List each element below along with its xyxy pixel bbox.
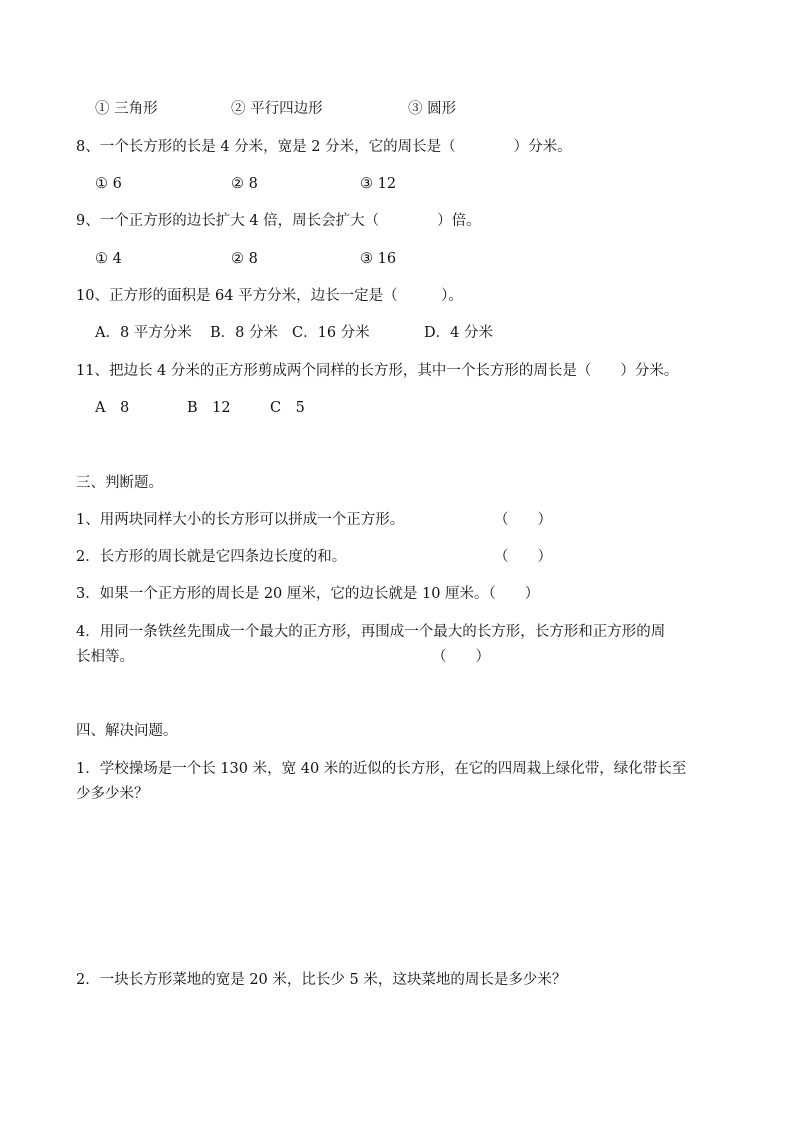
q10-option-a: A．8 平方分米 bbox=[95, 325, 192, 341]
judge-item-2: 2．长方形的周长就是它四条边长度的和。 bbox=[76, 549, 347, 565]
q10-option-c: C．16 分米 bbox=[292, 325, 370, 341]
question-11: 11、把边长 4 分米的正方形剪成两个同样的长方形，其中一个长方形的周长是（ ）分米。 bbox=[76, 363, 679, 379]
judge-item-3: 3．如果一个正方形的周长是 20 厘米，它的边长就是 10 厘米。（ ） bbox=[76, 586, 540, 602]
q7-option-3: ③ 圆形 bbox=[408, 101, 457, 117]
q8-option-2: ② 8 bbox=[231, 176, 258, 192]
judge-item-1: 1、用两块同样大小的长方形可以拼成一个正方形。 bbox=[76, 512, 405, 528]
q11-option-b: B 12 bbox=[187, 400, 231, 416]
q7-option-1: ① 三角形 bbox=[95, 101, 158, 117]
judge-item-4-line-1: 4．用同一条铁丝先围成一个最大的正方形，再围成一个最大的长方形，长方形和正方形的周 bbox=[76, 624, 666, 640]
question-9: 9、一个正方形的边长扩大 4 倍，周长会扩大（ ）倍。 bbox=[76, 213, 481, 229]
judge-item-4-paren: （ ） bbox=[432, 649, 490, 665]
q7-option-2: ② 平行四边形 bbox=[231, 101, 323, 117]
q9-option-2: ② 8 bbox=[231, 251, 258, 267]
q9-option-3: ③ 16 bbox=[360, 251, 397, 267]
q11-option-c: C 5 bbox=[270, 400, 305, 416]
problem-2: 2．一块长方形菜地的宽是 20 米，比长少 5 米，这块菜地的周长是多少米？ bbox=[76, 972, 567, 988]
q8-option-3: ③ 12 bbox=[360, 176, 397, 192]
judge-item-1-paren: （ ） bbox=[494, 512, 552, 528]
q10-option-b: B．8 分米 bbox=[210, 325, 278, 341]
section-4-title: 四、解决问题。 bbox=[76, 723, 178, 739]
problem-1-line-1: 1．学校操场是一个长 130 米，宽 40 米的近似的长方形，在它的四周栽上绿化带，绿化带长至 bbox=[76, 761, 687, 777]
problem-1-line-2: 少多少米？ bbox=[76, 786, 149, 802]
judge-item-2-paren: （ ） bbox=[494, 549, 552, 565]
section-3-title: 三、判断题。 bbox=[76, 475, 163, 491]
q10-option-d: D．4 分米 bbox=[424, 325, 493, 341]
question-8: 8、一个长方形的长是 4 分米，宽是 2 分米，它的周长是（ ）分米。 bbox=[76, 139, 572, 155]
judge-item-4-line-2: 长相等。 bbox=[76, 649, 134, 665]
question-10: 10、正方形的面积是 64 平方分米，边长一定是（ ）。 bbox=[76, 288, 463, 304]
q9-option-1: ① 4 bbox=[95, 251, 122, 267]
q11-option-a: A 8 bbox=[95, 400, 130, 416]
q8-option-1: ① 6 bbox=[95, 176, 122, 192]
